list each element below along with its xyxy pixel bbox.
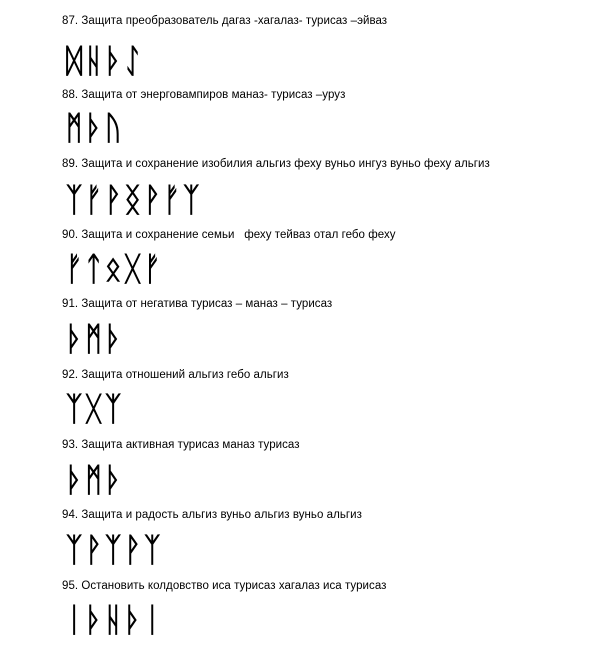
rune-sequence: ᛉᚷᛉ [66, 389, 125, 428]
entry-title: 92. Защита отношений альгиз гебо альгиз [62, 369, 289, 381]
rune-sequence: ᚠᛏᛟᚷᚠ [66, 249, 164, 288]
rune-sequence: ᛗᚦᚢ [66, 108, 125, 147]
entry-title: 88. Защита от энерговампиров маназ- турисаз –уруз [62, 89, 346, 101]
entry-title: 95. Остановить колдовство иса турисаз хагалаз иса турисаз [62, 580, 387, 592]
entry-title: 89. Защита и сохранение изобилия альгиз феху вуньо ингуз вуньо феху альгиз [62, 158, 490, 170]
rune-sequence: ᛁᚦᚺᚦᛁ [66, 600, 164, 639]
entry-title: 87. Защита преобразователь дагаз -хагалаз- турисаз –эйваз [62, 15, 388, 27]
rune-sequence: ᚦᛗᚦ [66, 460, 125, 499]
entry-title: 90. Защита и сохранение семьи феху тейваз отал гебо феху [62, 229, 396, 241]
rune-sequence: ᛞᚺᚦᛇ [66, 41, 145, 80]
entry-title: 93. Защита активная турисаз маназ турисаз [62, 439, 300, 451]
rune-sequence: ᛉᚠᚹᛝᚹᚠᛉ [66, 180, 203, 219]
entry-title: 91. Защита от негатива турисаз – маназ – турисаз [62, 298, 333, 310]
rune-sequence: ᚦᛗᚦ [66, 319, 125, 358]
rune-sequence: ᛉᚹᛉᚹᛉ [66, 530, 164, 569]
entry-title: 94. Защита и радость альгиз вуньо альгиз вуньо альгиз [62, 509, 362, 521]
